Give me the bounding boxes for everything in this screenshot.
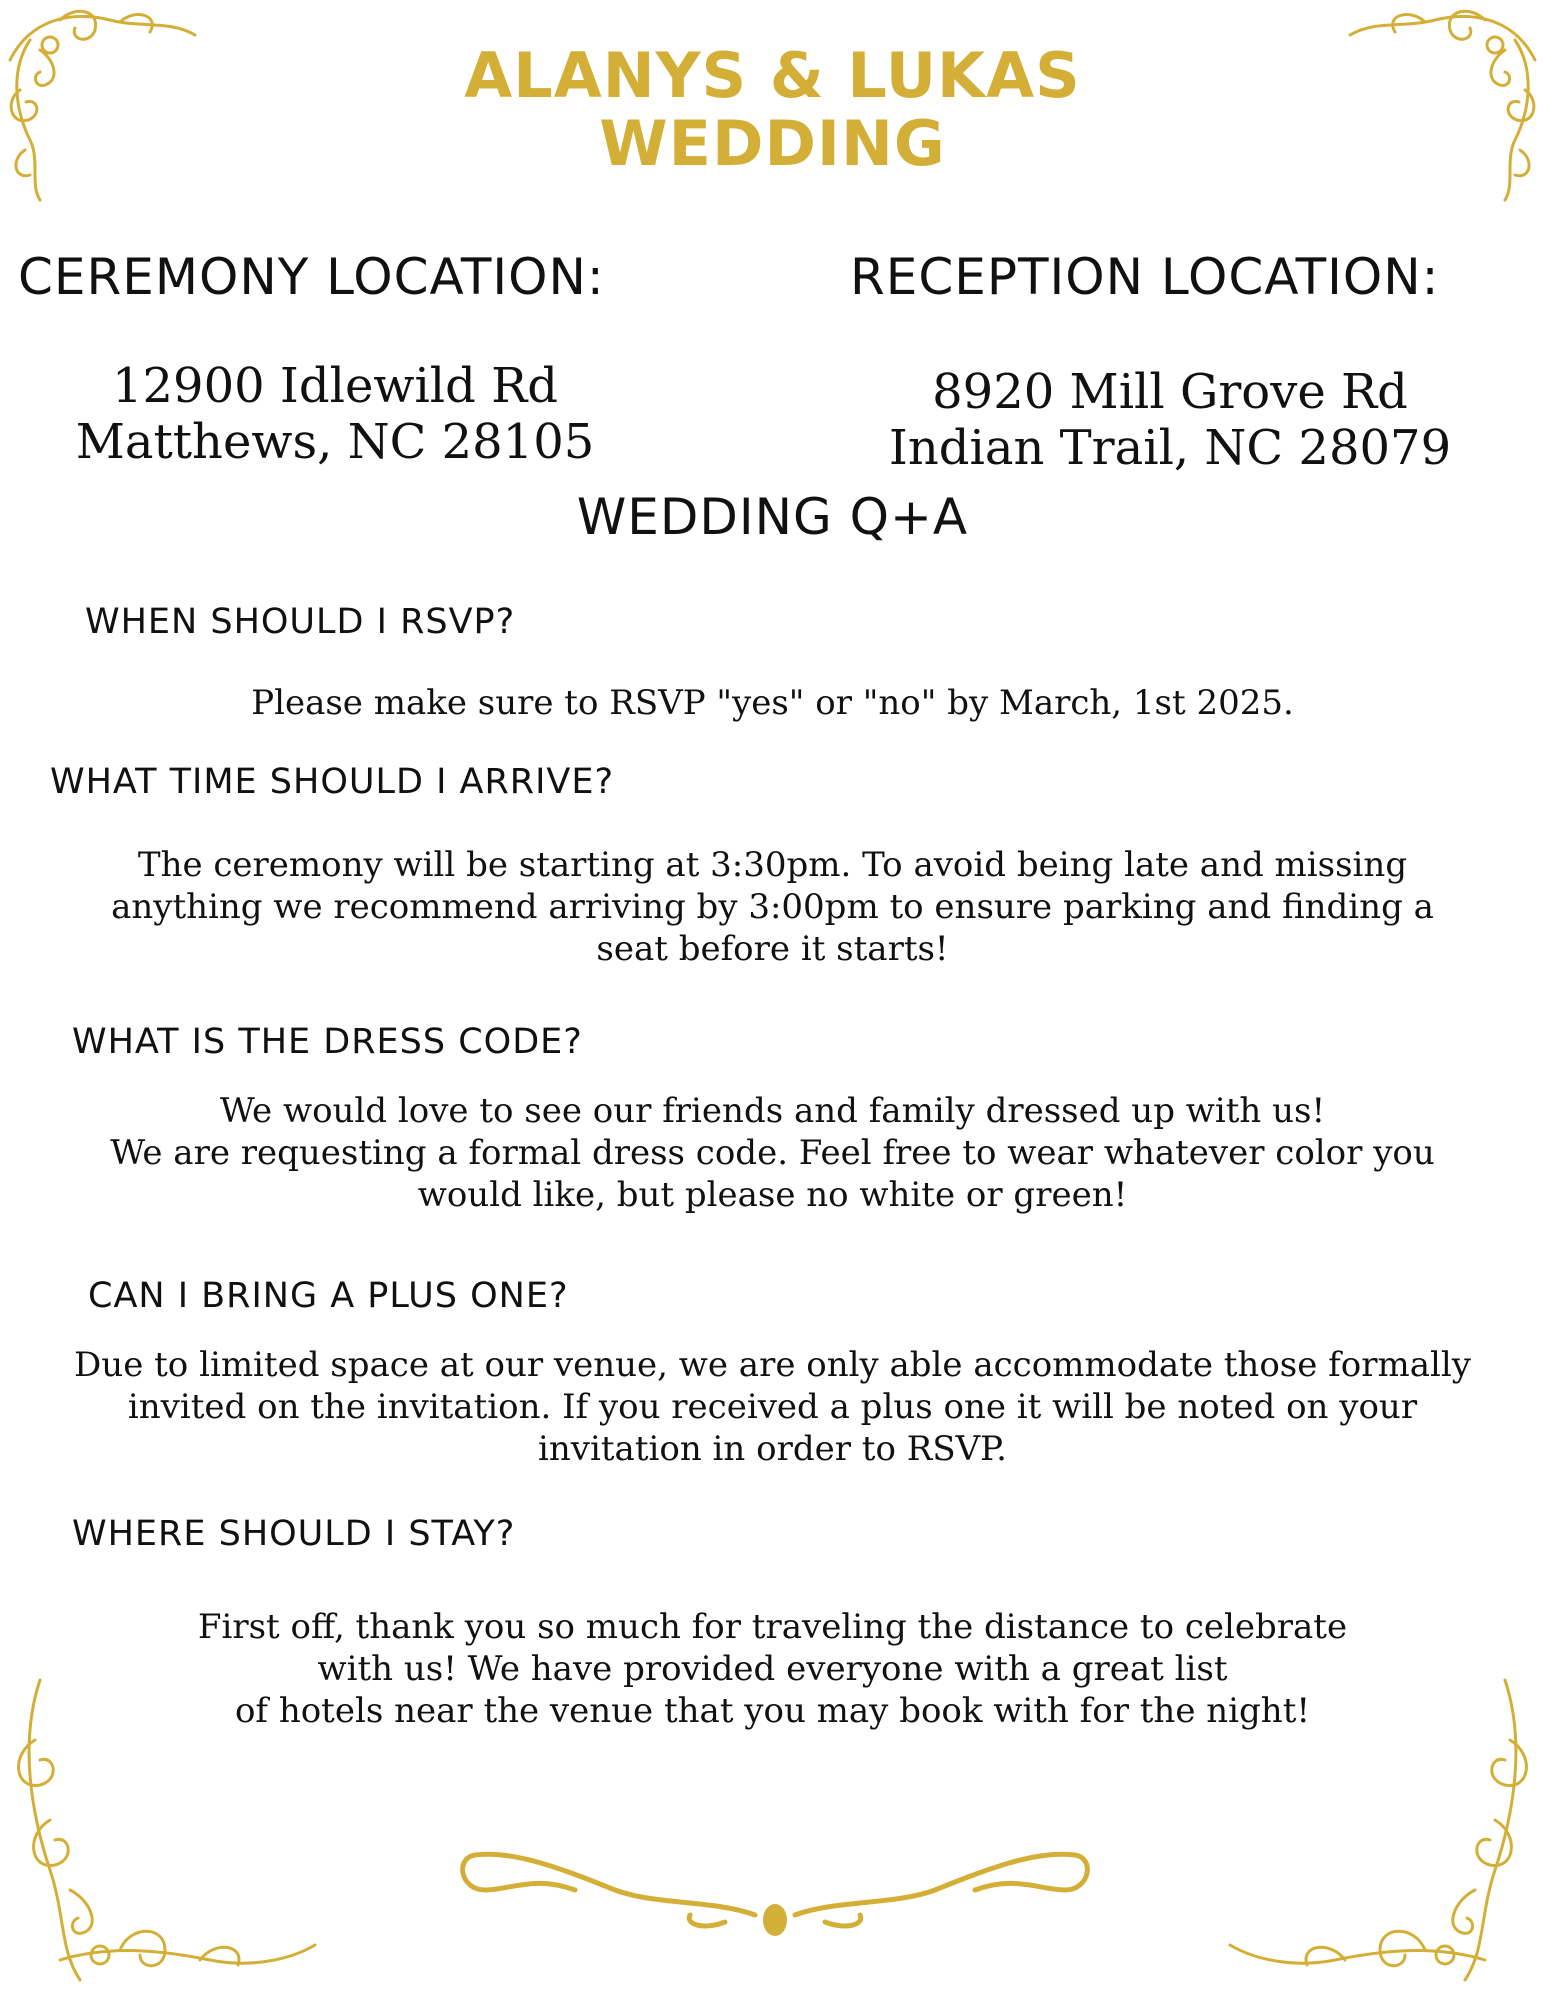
answer-plus-one — [0, 1344, 1545, 1470]
answer-line: would like, but please no white or green! — [417, 1175, 1128, 1215]
answer-accommodation — [0, 1606, 1545, 1732]
answer-line: seat before it starts! — [596, 929, 949, 969]
ceremony-address-line-2: Matthews, NC 28105 — [75, 414, 595, 470]
title-line-2: WEDDING — [599, 107, 946, 180]
reception-heading: RECEPTION LOCATION: — [850, 248, 1440, 306]
answer-line: anything we recommend arriving by 3:00pm to ensure parking and finding a — [111, 887, 1434, 927]
reception-address-line-1: 8920 Mill Grove Rd — [932, 364, 1408, 420]
answer-line: We would love to see our friends and family dressed up with us! — [219, 1091, 1326, 1131]
question-plus-one: CAN I BRING A PLUS ONE? — [88, 1276, 569, 1316]
bottom-center-divider-icon — [455, 1830, 1095, 1940]
reception-address — [850, 364, 1490, 476]
answer-line: We are requesting a formal dress code. Feel free to wear whatever color you — [110, 1133, 1435, 1173]
question-rsvp: WHEN SHOULD I RSVP? — [85, 602, 516, 642]
qa-heading: WEDDING Q+A — [576, 488, 969, 546]
ceremony-address — [30, 358, 640, 470]
answer-line: with us! We have provided everyone with a great list — [317, 1649, 1228, 1689]
question-dress-code: WHAT IS THE DRESS CODE? — [72, 1022, 583, 1062]
reception-address-line-2: Indian Trail, NC 28079 — [888, 420, 1452, 476]
question-arrival-time: WHAT TIME SHOULD I ARRIVE? — [50, 762, 615, 802]
title-line-1: ALANYS & LUKAS — [464, 39, 1081, 112]
answer-rsvp — [0, 682, 1545, 724]
answer-line: Due to limited space at our venue, we are only able accommodate those formally — [74, 1345, 1471, 1385]
answer-line: First off, thank you so much for traveling the distance to celebrate — [197, 1607, 1348, 1647]
ceremony-address-line-1: 12900 Idlewild Rd — [111, 358, 559, 414]
answer-dress-code — [0, 1090, 1545, 1216]
answer-line: invitation in order to RSVP. — [538, 1429, 1007, 1469]
answer-line: Please make sure to RSVP "yes" or "no" by March, 1st 2025. — [251, 683, 1294, 723]
answer-arrival-time — [0, 844, 1545, 970]
answer-line: of hotels near the venue that you may book with for the night! — [234, 1691, 1311, 1731]
question-accommodation: WHERE SHOULD I STAY? — [72, 1514, 516, 1554]
wedding-title — [0, 39, 1545, 180]
ceremony-heading: CEREMONY LOCATION: — [18, 248, 605, 306]
answer-line: The ceremony will be starting at 3:30pm. To avoid being late and missing — [137, 845, 1408, 885]
answer-line: invited on the invitation. If you received a plus one it will be noted on your — [127, 1387, 1418, 1427]
